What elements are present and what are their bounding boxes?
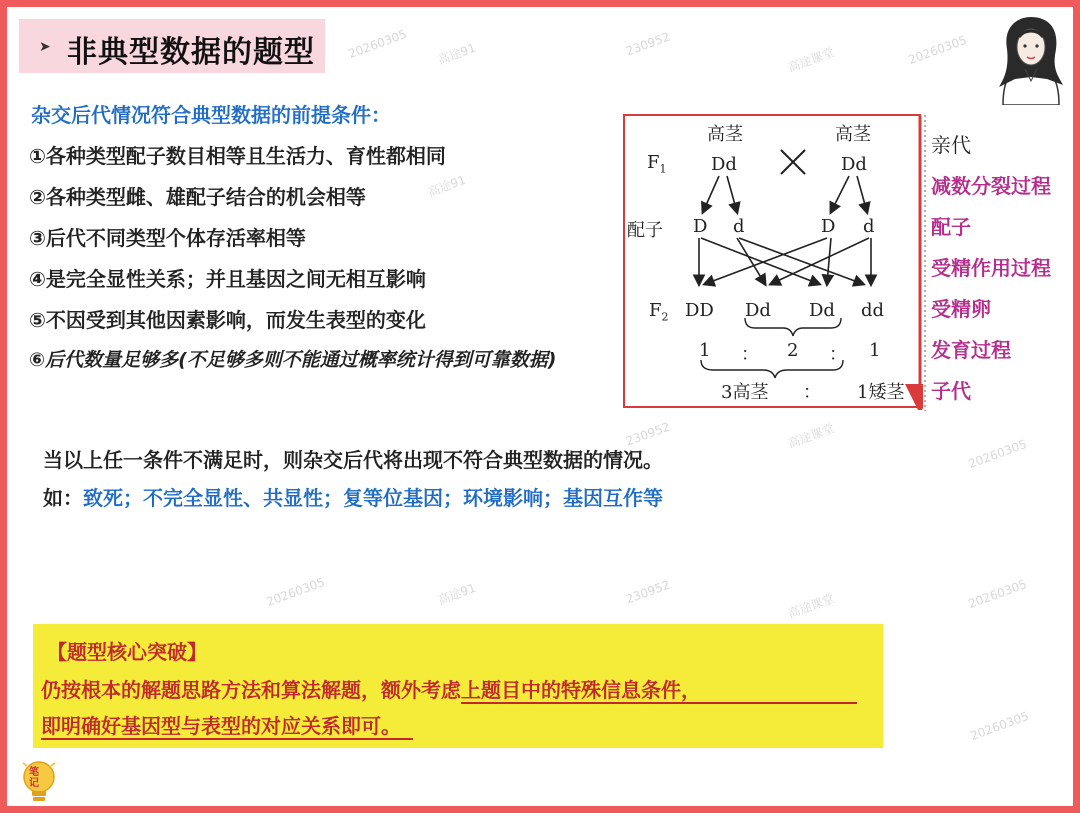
offspring-genotype: Dd — [745, 300, 771, 321]
condition-item: ⑥后代数量足够多(不足够多则不能通过概率统计得到可靠数据) — [29, 349, 557, 371]
watermark: 230952 — [623, 577, 672, 607]
gamete: D — [821, 216, 836, 237]
underline — [41, 738, 413, 740]
process-label: 子代 — [931, 379, 971, 403]
core-line: 仍按根本的解题思路方法和算法解题，额外考虑上题目中的特殊信息条件， — [41, 678, 701, 702]
condition-item: ③后代不同类型个体存活率相等 — [29, 226, 306, 250]
ratio-value: 1 — [699, 340, 711, 361]
examples-text: 致死；不完全显性、共显性；复等位基因；环境影响；基因互作等 — [83, 486, 663, 510]
condition-item: ①各种类型配子数目相等且生活力、育性都相同 — [29, 144, 446, 168]
f2-label: $F_2$ — [649, 300, 669, 324]
core-line: 即明确好基因型与表型的对应关系即可。 — [41, 714, 401, 738]
examples-note — [43, 482, 663, 511]
gamete: d — [863, 216, 875, 237]
conditions-heading: 杂交后代情况符合典型数据的前提条件： — [31, 103, 391, 127]
process-label: 配子 — [931, 215, 971, 239]
watermark: 高途课堂 — [786, 421, 837, 451]
watermark: 20260305 — [968, 708, 1031, 744]
cross-diagram — [623, 114, 923, 410]
parent-phenotype-left: 高茎 — [707, 124, 743, 145]
condition-item: ②各种类型雌、雄配子结合的机会相等 — [29, 185, 366, 209]
f1-genotype-right: Dd — [841, 154, 867, 175]
f1-genotype-left: Dd — [711, 154, 737, 175]
gamete-label: 配子 — [627, 220, 663, 241]
core-breakthrough-box — [33, 624, 883, 748]
process-label: 发育过程 — [931, 338, 1011, 362]
watermark: 20260305 — [264, 574, 327, 610]
process-label: 亲代 — [931, 133, 971, 157]
ratio-value: 2 — [787, 340, 799, 361]
f1-label: $F_1$ — [647, 152, 667, 176]
arrow-icon: ➤ — [39, 39, 51, 55]
watermark: 高途课堂 — [786, 45, 837, 75]
watermark: 高途课堂 — [786, 591, 837, 621]
offspring-genotype: DD — [685, 300, 714, 321]
ratio-value: 1 — [869, 340, 881, 361]
underline — [461, 702, 857, 704]
ratio-colon: ： — [829, 344, 847, 365]
condition-item: ⑤不因受到其他因素影响，而发生表型的变化 — [29, 308, 426, 332]
condition-note: 当以上任一条件不满足时，则杂交后代将出现不符合典型数据的情况。 — [43, 448, 663, 472]
examples-label: 如： — [43, 486, 83, 510]
watermark: 20260305 — [346, 26, 409, 62]
watermark: 230952 — [623, 419, 672, 449]
process-label: 减数分裂过程 — [931, 174, 1051, 198]
condition-item: ④是完全显性关系；并且基因之间无相互影响 — [29, 267, 426, 291]
cross-diagram-lines — [623, 114, 923, 410]
watermark: 高途91 — [425, 172, 468, 200]
gamete: d — [733, 216, 745, 237]
watermark: 20260305 — [966, 436, 1029, 472]
note-icon-label: 笔记 — [29, 767, 39, 789]
process-label: 受精卵 — [931, 297, 991, 321]
phenotype-short: 1矮茎 — [857, 382, 905, 403]
watermark: 高途91 — [435, 580, 478, 608]
watermark: 230952 — [623, 29, 672, 59]
dotted-divider — [921, 115, 929, 411]
gamete: D — [693, 216, 708, 237]
phenotype-tall: 3高茎 — [721, 382, 769, 403]
offspring-genotype: dd — [861, 300, 885, 321]
parent-phenotype-right: 高茎 — [835, 124, 871, 145]
ratio-colon: ： — [741, 344, 759, 365]
page-title-banner — [19, 19, 325, 73]
watermark: 20260305 — [966, 576, 1029, 612]
teacher-avatar — [989, 15, 1073, 105]
watermark: 20260305 — [906, 32, 969, 68]
offspring-genotype: Dd — [809, 300, 835, 321]
phenotype-colon: ： — [803, 382, 821, 403]
watermark: 高途91 — [435, 40, 478, 68]
core-title: 【题型核心突破】 — [47, 640, 207, 664]
process-label: 受精作用过程 — [931, 256, 1051, 280]
page-title: 非典型数据的题型 — [67, 35, 315, 70]
